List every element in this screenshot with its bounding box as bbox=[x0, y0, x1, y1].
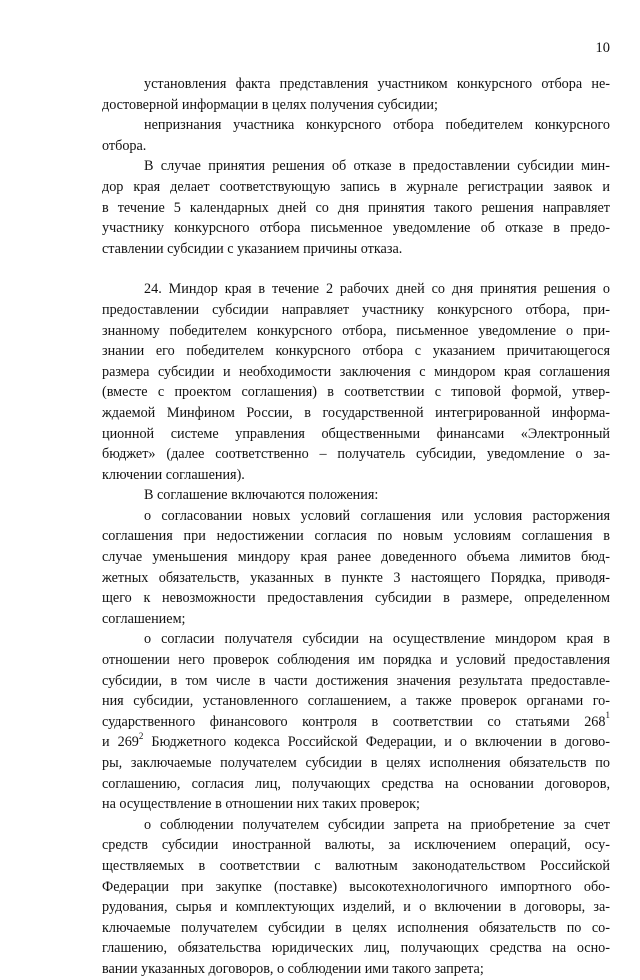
text-line bbox=[102, 568, 610, 589]
text-line bbox=[102, 650, 610, 671]
line-text: размера субсидии и необходимости заключения с миндором края соглашения bbox=[102, 363, 610, 380]
line-text: средств субсидии иностранной валюты, за исключением операций, осу- bbox=[102, 837, 610, 854]
text-line bbox=[102, 877, 610, 898]
text-line bbox=[102, 671, 610, 692]
line-text: соглашением; bbox=[102, 610, 186, 627]
line-text: о согласии получателя субсидии на осуществление миндором края в bbox=[144, 631, 610, 648]
line-text: В соглашение включаются положения: bbox=[144, 487, 379, 504]
document-body bbox=[102, 74, 610, 980]
line-text: в течение 5 календарных дней со дня принятия такого решения направляет bbox=[102, 199, 610, 216]
line-text: достоверной информации в целях получения субсидии; bbox=[102, 96, 438, 113]
text-line bbox=[102, 362, 610, 383]
text-line bbox=[102, 526, 610, 547]
text-line bbox=[102, 774, 610, 795]
text-line bbox=[102, 938, 610, 959]
text-line bbox=[102, 95, 610, 116]
line-text: участнику конкурсного отбора письменное уведомление об отказе в предо- bbox=[102, 220, 610, 237]
line-text-tail: Бюджетного кодекса Российской Федерации, и о включении в догово- bbox=[143, 734, 610, 751]
text-line bbox=[102, 959, 610, 980]
text-line bbox=[102, 712, 610, 733]
line-text: дор края делает соответствующую запись в журнале регистрации заявок и bbox=[102, 178, 610, 195]
paragraph bbox=[102, 815, 610, 980]
line-text: ключаемые получателем субсидии в целях исполнения обязательств по со- bbox=[102, 919, 610, 936]
text-line bbox=[102, 403, 610, 424]
line-text: (вместе с проектом соглашения) в соответствии с типовой формой, утвер- bbox=[102, 384, 610, 401]
text-line bbox=[102, 609, 610, 630]
line-text: ры, заключаемые получателем субсидии в целях исполнения обязательств по bbox=[102, 755, 610, 771]
line-text: субсидии, в том числе в части достижения значения результата предоставле- bbox=[102, 672, 610, 689]
line-text: о соблюдении получателем субсидии запрета на приобретение за счет bbox=[144, 816, 610, 833]
line-text: Федерации при закупке (поставке) высокотехнологичного импортного обо- bbox=[102, 878, 610, 895]
line-text: на осуществление в отношении них таких проверок; bbox=[102, 796, 420, 813]
text-line bbox=[102, 629, 610, 650]
text-line bbox=[102, 177, 610, 198]
line-text: предоставлении субсидии направляет участнику конкурсного отбора, при- bbox=[102, 301, 610, 318]
text-line bbox=[102, 835, 610, 856]
paragraph bbox=[102, 156, 610, 259]
line-text: щего к невозможности предоставления субсидии в размере, определенном bbox=[102, 590, 610, 607]
line-text: ждаемой Минфином России, в государственной интегрированной информа- bbox=[102, 404, 610, 421]
text-line bbox=[102, 156, 610, 177]
line-text: бюджет» (далее соответственно – получатель субсидии, уведомление о за- bbox=[102, 446, 610, 463]
line-text: отбора. bbox=[102, 137, 147, 154]
text-line bbox=[102, 239, 610, 260]
text-line bbox=[102, 218, 610, 239]
text-line bbox=[102, 465, 610, 486]
text-line bbox=[102, 115, 610, 136]
line-text: жетных обязательств, указанных в пункте 3 настоящего Порядка, приводя- bbox=[102, 569, 610, 586]
line-text: 24. Миндор края в течение 2 рабочих дней со дня принятия решения о bbox=[144, 281, 610, 298]
line-text: и 269 bbox=[102, 734, 139, 751]
paragraph-gap bbox=[102, 259, 610, 279]
line-text: ществляемых в соответствии с валютным законодательством Российской bbox=[102, 857, 610, 874]
text-line bbox=[102, 753, 610, 774]
line-text: отношении него проверок соблюдения им порядка и условий предоставления bbox=[102, 652, 610, 669]
line-text: сударственного финансового контроля в соответствии со статьями 268 bbox=[102, 713, 606, 730]
line-text: знанному победителем конкурсного отбора, письменное уведомление о при- bbox=[102, 322, 610, 339]
line-text: ния субсидии, установленного соглашением, а также проверок органами го- bbox=[102, 693, 610, 710]
line-text: ционной системе управления общественными финансами «Электронный bbox=[102, 425, 610, 442]
text-line bbox=[102, 691, 610, 712]
paragraph bbox=[102, 485, 610, 506]
page-number: 10 bbox=[595, 40, 610, 56]
paragraph bbox=[102, 115, 610, 156]
text-line bbox=[102, 382, 610, 403]
text-line bbox=[102, 506, 610, 527]
text-line bbox=[102, 588, 610, 609]
line-text: установления факта представления участником конкурсного отбора не- bbox=[144, 76, 610, 92]
superscript: 2 bbox=[138, 730, 144, 741]
line-text: ключении соглашения). bbox=[102, 466, 245, 483]
text-line bbox=[102, 918, 610, 939]
text-line bbox=[102, 732, 610, 753]
line-text: соглашения при недостижении согласия по новым условиям соглашения в bbox=[102, 528, 610, 545]
text-line bbox=[102, 136, 610, 157]
line-text: вании указанных договоров, о соблюдении ими такого запрета; bbox=[102, 960, 484, 977]
line-text: о согласовании новых условий соглашения или условия расторжения bbox=[144, 507, 610, 524]
text-line bbox=[102, 547, 610, 568]
line-text: знании его победителем конкурсного отбора с указанием причитающегося bbox=[102, 343, 610, 360]
text-line bbox=[102, 856, 610, 877]
text-line bbox=[102, 444, 610, 465]
paragraph bbox=[102, 74, 610, 115]
text-line bbox=[102, 424, 610, 445]
line-text: глашению, обязательства юридических лиц, получающих средства на осно- bbox=[102, 940, 610, 957]
line-text: непризнания участника конкурсного отбора победителем конкурсного bbox=[144, 117, 610, 134]
text-line bbox=[102, 321, 610, 342]
text-line bbox=[102, 300, 610, 321]
text-line bbox=[102, 74, 610, 95]
text-line bbox=[102, 815, 610, 836]
text-line bbox=[102, 485, 610, 506]
paragraph bbox=[102, 279, 610, 485]
text-line bbox=[102, 897, 610, 918]
line-text: случае уменьшения миндору края ранее доведенного объема лимитов бюд- bbox=[102, 549, 610, 566]
text-line bbox=[102, 341, 610, 362]
line-text: ставлении субсидии с указанием причины отказа. bbox=[102, 240, 403, 257]
paragraph bbox=[102, 506, 610, 630]
text-line bbox=[102, 279, 610, 300]
line-text: рудования, сырья и комплектующих изделий, и о включении в договоры, за- bbox=[102, 899, 610, 916]
text-line bbox=[102, 794, 610, 815]
text-line bbox=[102, 198, 610, 219]
superscript: 1 bbox=[605, 710, 610, 721]
line-text: В случае принятия решения об отказе в предоставлении субсидии мин- bbox=[144, 158, 610, 175]
paragraph bbox=[102, 629, 610, 814]
line-text: соглашению, согласия лиц, получающих средства на основании договоров, bbox=[102, 775, 610, 792]
